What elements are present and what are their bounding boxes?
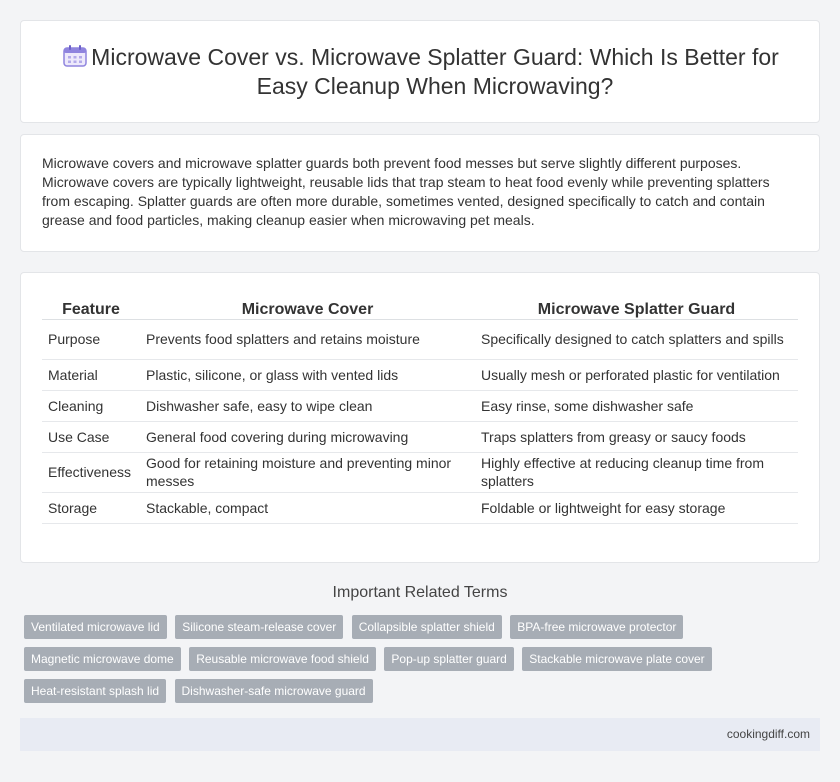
row-label: Material (42, 359, 140, 390)
row-label: Use Case (42, 421, 140, 452)
related-term-tag[interactable]: Pop-up splatter guard (384, 647, 513, 671)
row-label: Storage (42, 492, 140, 523)
row-label: Effectiveness (42, 452, 140, 492)
table-row (42, 492, 798, 523)
intro-text: Microwave covers and microwave splatter guards both prevent food messes but serve slightly different purposes. Microwave covers are typically lightweight, reusable lids that trap steam to heat food evenly while preventing splatters from escaping. Splatter guards are often more durable, sometimes vented, designed specifically to catch and contain grease and food particles, making cleanup easier when microwaving pet meals. (42, 155, 770, 228)
related-term-tag[interactable]: Magnetic microwave dome (24, 647, 181, 671)
related-term-tag[interactable]: Reusable microwave food shield (189, 647, 376, 671)
table-header-row (42, 297, 798, 319)
table-row (42, 359, 798, 390)
intro-card (20, 134, 820, 252)
header-feature: Feature (42, 297, 140, 319)
header-splatter-guard: Microwave Splatter Guard (475, 297, 798, 319)
comparison-card (20, 272, 820, 563)
guard-cell: Highly effective at reducing cleanup time from splatters (475, 452, 798, 492)
related-term-tag[interactable]: BPA-free microwave protector (510, 615, 683, 639)
guard-cell: Specifically designed to catch splatters and spills (475, 319, 798, 359)
table-row (42, 421, 798, 452)
related-term-tag[interactable]: Collapsible splatter shield (352, 615, 502, 639)
guard-cell: Easy rinse, some dishwasher safe (475, 390, 798, 421)
guard-cell: Foldable or lightweight for easy storage (475, 492, 798, 523)
guard-cell: Traps splatters from greasy or saucy foods (475, 421, 798, 452)
row-label: Purpose (42, 319, 140, 359)
row-label: Cleaning (42, 390, 140, 421)
cover-cell: Prevents food splatters and retains moisture (140, 319, 475, 359)
cover-cell: Stackable, compact (140, 492, 475, 523)
cover-cell: Dishwasher safe, easy to wipe clean (140, 390, 475, 421)
title-card (20, 20, 820, 123)
cover-cell: Plastic, silicone, or glass with vented lids (140, 359, 475, 390)
related-terms-title: Important Related Terms (332, 584, 508, 601)
table-row (42, 452, 798, 492)
related-term-tag[interactable]: Ventilated microwave lid (24, 615, 167, 639)
cover-cell: Good for retaining moisture and preventing minor messes (140, 452, 475, 492)
comparison-table (42, 297, 798, 524)
cover-cell: General food covering during microwaving (140, 421, 475, 452)
table-row (42, 390, 798, 421)
related-term-tag[interactable]: Stackable microwave plate cover (522, 647, 711, 671)
page-title: Microwave Cover vs. Microwave Splatter Guard: Which Is Better for Easy Cleanup When Microwaving? (91, 44, 779, 99)
related-term-tag[interactable]: Heat-resistant splash lid (24, 679, 166, 703)
header-microwave-cover: Microwave Cover (140, 297, 475, 319)
guard-cell: Usually mesh or perforated plastic for ventilation (475, 359, 798, 390)
footer (20, 718, 820, 751)
related-term-tag[interactable]: Dishwasher-safe microwave guard (175, 679, 373, 703)
table-row (42, 319, 798, 359)
related-term-tag[interactable]: Silicone steam-release cover (175, 615, 343, 639)
footer-site-link[interactable]: cookingdiff.com (726, 727, 810, 741)
related-terms-list (24, 615, 724, 711)
